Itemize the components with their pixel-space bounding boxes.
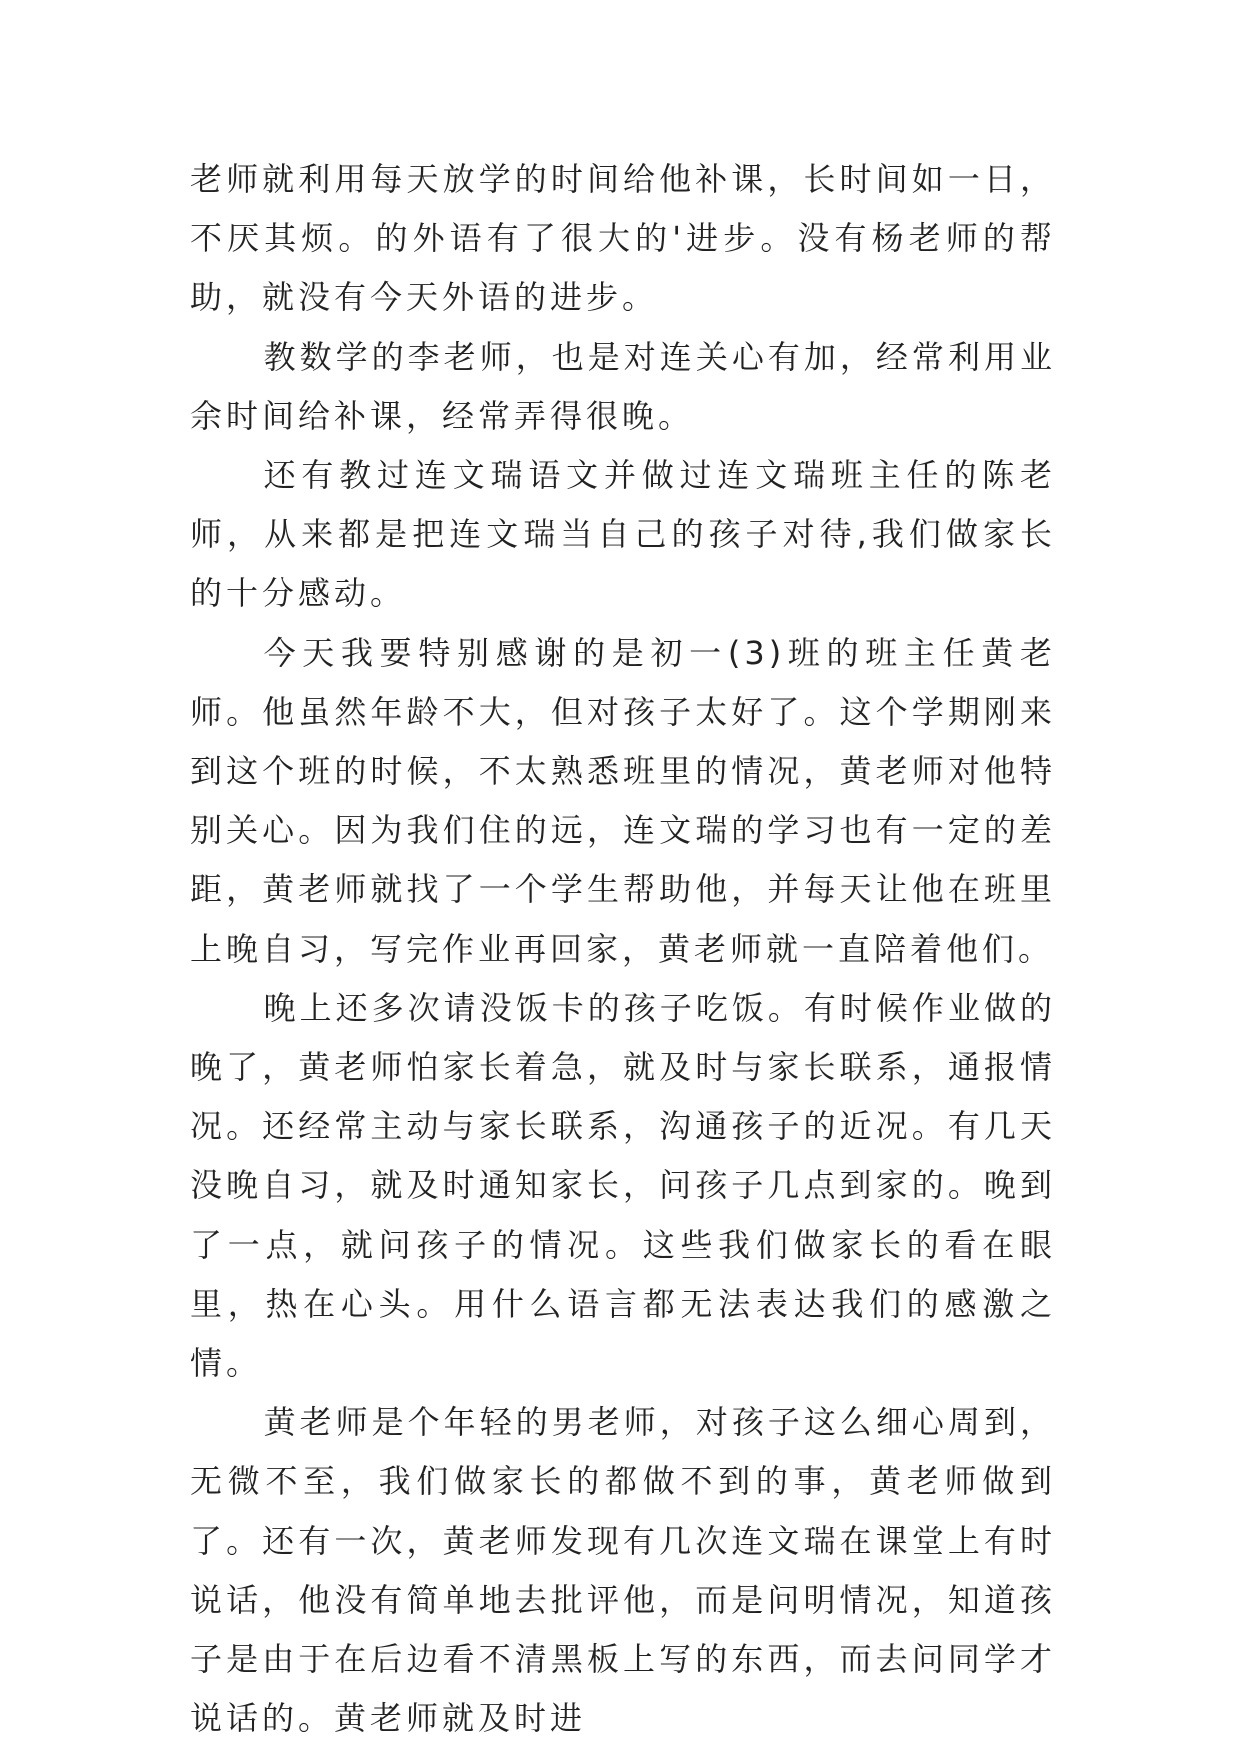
body-text <box>190 150 1056 1748</box>
paragraph-3: 还有教过连文瑞语文并做过连文瑞班主任的陈老师，从来都是把连文瑞当自己的孩子对待,我们做家长的十分感动。 <box>190 456 1056 613</box>
paragraph-1: 老师就利用每天放学的时间给他补课，长时间如一日，不厌其烦。的外语有了很大的'进步。没有杨老师的帮助，就没有今天外语的进步。 <box>190 160 1056 317</box>
paragraph-6: 黄老师是个年轻的男老师，对孩子这么细心周到，无微不至，我们做家长的都做不到的事，黄老师做到了。还有一次，黄老师发现有几次连文瑞在课堂上有时说话，他没有简单地去批评他，而是问明情况，知道孩子是由于在后边看不清黑板上写的东西，而去问同学才说话的。黄老师就及时进 <box>190 1403 1056 1738</box>
paragraph-4: 今天我要特别感谢的是初一(3)班的班主任黄老师。他虽然年龄不大，但对孩子太好了。这个学期刚来到这个班的时候，不太熟悉班里的情况，黄老师对他特别关心。因为我们住的远，连文瑞的学习也有一定的差距，黄老师就找了一个学生帮助他，并每天让他在班里上晚自习，写完作业再回家，黄老师就一直陪着他们。 <box>190 633 1056 968</box>
paragraph-5: 晚上还多次请没饭卡的孩子吃饭。有时候作业做的晚了，黄老师怕家长着急，就及时与家长联系，通报情况。还经常主动与家长联系，沟通孩子的近况。有几天没晚自习，就及时通知家长，问孩子几点到家的。晚到了一点，就问孩子的情况。这些我们做家长的看在眼里，热在心头。用什么语言都无法表达我们的感激之情。 <box>190 988 1056 1383</box>
paragraph-2: 教数学的李老师，也是对连关心有加，经常利用业余时间给补课，经常弄得很晚。 <box>190 337 1056 435</box>
